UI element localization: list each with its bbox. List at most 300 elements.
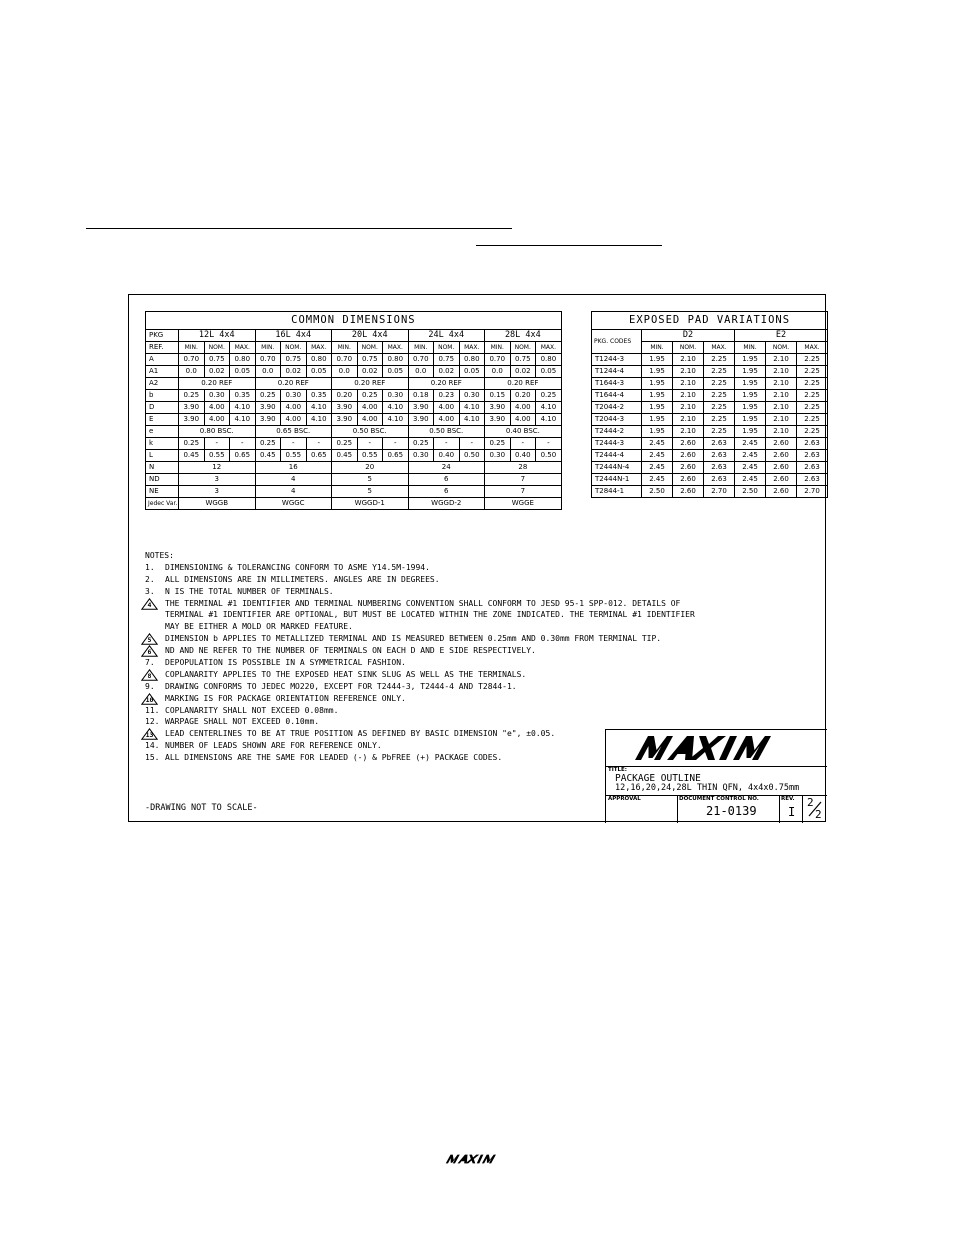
common-title: COMMON DIMENSIONS <box>146 312 562 330</box>
value-cell: 2.10 <box>766 354 797 366</box>
doc-control-label: DOCUMENT CONTROL NO. <box>679 796 759 802</box>
value-cell: 3.90 <box>408 402 434 414</box>
value-cell: 0.65 <box>306 450 332 462</box>
value-cell: 2.10 <box>673 402 704 414</box>
value-cell: - <box>434 438 460 450</box>
value-cell: 1.95 <box>642 426 673 438</box>
value-cell: 2.60 <box>766 438 797 450</box>
value-cell: 4.10 <box>383 402 409 414</box>
pad-row <box>592 390 828 402</box>
merged-value-cell: 0.80 BSC. <box>179 426 256 438</box>
common-title-row <box>146 312 562 330</box>
subheader-cell: MIN. <box>332 342 358 354</box>
merged-value-cell: 6 <box>408 474 485 486</box>
pkg-code: T2444N-4 <box>592 462 642 474</box>
value-cell: 0.65 <box>230 450 256 462</box>
note-text: N IS THE TOTAL NUMBER OF TERMINALS. <box>165 586 334 596</box>
value-cell: 2.25 <box>704 402 735 414</box>
pad-row <box>592 462 828 474</box>
package-header: 28L 4x4 <box>485 330 562 342</box>
subheader-cell: MIN. <box>735 342 766 354</box>
subheader-cell: MIN. <box>408 342 434 354</box>
value-cell: 4.10 <box>383 414 409 426</box>
note-number: 8 <box>147 671 152 680</box>
value-cell: 3.90 <box>485 414 511 426</box>
value-cell: 0.0 <box>179 366 205 378</box>
row-ref-label: A1 <box>146 366 179 378</box>
value-cell: 0.70 <box>485 354 511 366</box>
value-cell: 4.00 <box>281 414 307 426</box>
value-cell: 2.45 <box>735 450 766 462</box>
merged-value-cell: 4 <box>255 486 332 498</box>
value-cell: - <box>230 438 256 450</box>
flag-note-icon <box>141 693 158 705</box>
note-number: 11. <box>145 705 160 715</box>
note-line <box>145 574 695 586</box>
value-cell: 0.02 <box>357 366 383 378</box>
title-cell <box>606 766 827 796</box>
value-cell: 2.63 <box>704 474 735 486</box>
note-text: COPLANARITY APPLIES TO THE EXPOSED HEAT SINK SLUG AS WELL AS THE TERMINALS. <box>165 669 527 679</box>
common-row <box>146 390 562 402</box>
value-cell: 2.25 <box>797 366 828 378</box>
value-cell: 3.90 <box>485 402 511 414</box>
value-cell: 2.10 <box>766 366 797 378</box>
value-cell: - <box>357 438 383 450</box>
pad-row <box>592 378 828 390</box>
pad-title: EXPOSED PAD VARIATIONS <box>592 312 828 330</box>
value-cell: 0.02 <box>434 366 460 378</box>
value-cell: 4.10 <box>536 414 562 426</box>
value-cell: 0.45 <box>255 450 281 462</box>
note-line <box>145 645 695 657</box>
value-cell: 4.10 <box>536 402 562 414</box>
note-number: 14. <box>145 741 160 751</box>
value-cell: 1.95 <box>735 426 766 438</box>
row-ref-label: A2 <box>146 378 179 390</box>
value-cell: 2.45 <box>735 462 766 474</box>
note-text: DIMENSIONING & TOLERANCING CONFORM TO ASME Y14.5M-1994. <box>165 562 430 572</box>
merged-value-cell: WGGB <box>179 498 256 510</box>
merged-value-cell: 0.20 REF <box>179 378 256 390</box>
pad-group-header: D2 <box>642 330 735 342</box>
merged-value-cell: 5 <box>332 486 409 498</box>
value-cell: 0.80 <box>306 354 332 366</box>
title-block-bottom-row <box>606 795 827 823</box>
subheader-cell: NOM. <box>204 342 230 354</box>
merged-value-cell: 0.50 BSC. <box>408 426 485 438</box>
value-cell: 0.15 <box>485 390 511 402</box>
note-text: TERMINAL #1 IDENTIFIER ARE OPTIONAL, BUT MUST BE LOCATED WITHIN THE ZONE INDICATED. THE TERMINAL #1 IDENTIFIER <box>165 610 695 620</box>
pad-row <box>592 354 828 366</box>
value-cell: 0.25 <box>536 390 562 402</box>
row-ref-label: k <box>146 438 179 450</box>
pad-group-header: E2 <box>735 330 828 342</box>
value-cell: 0.80 <box>536 354 562 366</box>
merged-value-cell: 3 <box>179 474 256 486</box>
pkg-code: T1644-3 <box>592 378 642 390</box>
subheader-cell: MAX. <box>797 342 828 354</box>
pad-title-row <box>592 312 828 330</box>
value-cell: 4.10 <box>306 414 332 426</box>
value-cell: 4.10 <box>306 402 332 414</box>
value-cell: 1.95 <box>735 390 766 402</box>
notes-heading: NOTES: <box>145 551 174 560</box>
value-cell: 2.45 <box>735 474 766 486</box>
common-row <box>146 474 562 486</box>
value-cell: 2.10 <box>766 426 797 438</box>
merged-value-cell: 4 <box>255 474 332 486</box>
note-number: 13 <box>145 731 154 740</box>
merged-value-cell: 28 <box>485 462 562 474</box>
maxim-logo-icon <box>633 736 801 760</box>
note-number: 7. <box>145 658 155 668</box>
doc-control-number: 21-0139 <box>706 804 757 818</box>
value-cell: 2.63 <box>704 438 735 450</box>
row-ref-label: A <box>146 354 179 366</box>
value-cell: 3.90 <box>255 414 281 426</box>
subheader-cell: MIN. <box>485 342 511 354</box>
pkg-label: PKG <box>146 330 179 342</box>
value-cell: 0.55 <box>281 450 307 462</box>
value-cell: 3.90 <box>179 402 205 414</box>
value-cell: 0.45 <box>332 450 358 462</box>
common-row <box>146 462 562 474</box>
note-line <box>145 657 695 669</box>
value-cell: 0.20 <box>510 390 536 402</box>
value-cell: 2.25 <box>704 426 735 438</box>
merged-value-cell: WGGE <box>485 498 562 510</box>
note-text: ALL DIMENSIONS ARE IN MILLIMETERS. ANGLES ARE IN DEGREES. <box>165 574 440 584</box>
note-text: DRAWING CONFORMS TO JEDEC MO220, EXCEPT FOR T2444-3, T2444-4 AND T2844-1. <box>165 681 517 691</box>
value-cell: 0.0 <box>408 366 434 378</box>
value-cell: 0.75 <box>204 354 230 366</box>
value-cell: 0.02 <box>204 366 230 378</box>
value-cell: 2.10 <box>766 414 797 426</box>
value-cell: - <box>281 438 307 450</box>
value-cell: 2.60 <box>673 462 704 474</box>
value-cell: 2.25 <box>704 366 735 378</box>
value-cell: 0.25 <box>332 438 358 450</box>
merged-value-cell: 7 <box>485 474 562 486</box>
merged-value-cell: 24 <box>408 462 485 474</box>
pkg-code: T2444N-1 <box>592 474 642 486</box>
footer-maxim-logo-icon <box>445 1153 507 1165</box>
title-line-1: PACKAGE OUTLINE <box>615 773 701 784</box>
value-cell: 2.45 <box>642 450 673 462</box>
value-cell: 1.95 <box>642 366 673 378</box>
note-line <box>145 562 695 574</box>
note-line <box>145 669 695 681</box>
value-cell: 3.90 <box>332 402 358 414</box>
value-cell: 2.45 <box>642 438 673 450</box>
value-cell: 2.25 <box>704 378 735 390</box>
package-header: 24L 4x4 <box>408 330 485 342</box>
common-row <box>146 378 562 390</box>
value-cell: 2.60 <box>766 474 797 486</box>
merged-value-cell: 0.20 REF <box>332 378 409 390</box>
note-line <box>145 705 695 717</box>
note-text: THE TERMINAL #1 IDENTIFIER AND TERMINAL NUMBERING CONVENTION SHALL CONFORM TO JESD 95-1 SPP-012. DETAILS OF <box>165 598 681 608</box>
value-cell: 0.25 <box>485 438 511 450</box>
value-cell: 4.00 <box>510 402 536 414</box>
value-cell: 4.00 <box>434 402 460 414</box>
note-text: WARPAGE SHALL NOT EXCEED 0.10mm. <box>165 717 320 727</box>
merged-value-cell: 16 <box>255 462 332 474</box>
note-line <box>145 633 695 645</box>
note-number: 12. <box>145 717 160 727</box>
value-cell: 0.05 <box>383 366 409 378</box>
value-cell: 2.25 <box>704 354 735 366</box>
value-cell: 0.0 <box>485 366 511 378</box>
value-cell: - <box>510 438 536 450</box>
value-cell: 0.05 <box>306 366 332 378</box>
package-header: 12L 4x4 <box>179 330 256 342</box>
value-cell: 1.95 <box>642 354 673 366</box>
note-number: 2. <box>145 574 155 584</box>
pkg-code: T1244-3 <box>592 354 642 366</box>
pkg-code: T1644-4 <box>592 390 642 402</box>
note-number: 5 <box>147 636 152 645</box>
value-cell: 0.70 <box>332 354 358 366</box>
value-cell: 3.90 <box>255 402 281 414</box>
merged-value-cell: WGGC <box>255 498 332 510</box>
merged-value-cell: 0.65 BSC. <box>255 426 332 438</box>
flag-note-icon <box>141 728 158 740</box>
value-cell: 2.25 <box>704 414 735 426</box>
value-cell: 0.55 <box>357 450 383 462</box>
subheader-cell: NOM. <box>673 342 704 354</box>
title-line-2: 12,16,20,24,28L THIN QFN, 4x4x0.75mm <box>615 783 800 793</box>
row-ref-label: ND <box>146 474 179 486</box>
value-cell: 1.95 <box>642 414 673 426</box>
value-cell: 2.45 <box>735 438 766 450</box>
value-cell: 0.70 <box>408 354 434 366</box>
pkg-code: T2844-1 <box>592 486 642 498</box>
common-pkg-row <box>146 330 562 342</box>
note-text: MAY BE EITHER A MOLD OR MARKED FEATURE. <box>165 622 353 632</box>
value-cell: 0.23 <box>434 390 460 402</box>
value-cell: 1.95 <box>735 366 766 378</box>
row-ref-label: D <box>146 402 179 414</box>
merged-value-cell: 0.20 REF <box>485 378 562 390</box>
value-cell: 2.60 <box>766 486 797 498</box>
note-text: COPLANARITY SHALL NOT EXCEED 0.08mm. <box>165 705 339 715</box>
value-cell: 2.10 <box>766 378 797 390</box>
value-cell: 2.63 <box>797 462 828 474</box>
header-rule-1 <box>86 228 512 229</box>
value-cell: 2.25 <box>797 354 828 366</box>
pkg-code: T2444-4 <box>592 450 642 462</box>
merged-value-cell: 0.20 REF <box>255 378 332 390</box>
common-subheader-row <box>146 342 562 354</box>
pkg-code: T2444-3 <box>592 438 642 450</box>
value-cell: 2.63 <box>704 450 735 462</box>
ref-label: REF. <box>146 342 179 354</box>
note-number: 6 <box>147 648 152 657</box>
value-cell: 2.45 <box>642 474 673 486</box>
value-cell: 2.63 <box>797 474 828 486</box>
value-cell: 0.25 <box>357 390 383 402</box>
value-cell: 2.10 <box>673 366 704 378</box>
value-cell: 2.10 <box>673 378 704 390</box>
sheet-total: 2 <box>815 808 822 821</box>
value-cell: 0.75 <box>434 354 460 366</box>
common-row <box>146 486 562 498</box>
subheader-cell: MIN. <box>642 342 673 354</box>
value-cell: - <box>536 438 562 450</box>
rev-label: REV. <box>781 796 795 802</box>
common-row <box>146 450 562 462</box>
value-cell: 0.55 <box>204 450 230 462</box>
value-cell: 0.02 <box>281 366 307 378</box>
value-cell: 0.0 <box>332 366 358 378</box>
scale-note: -DRAWING NOT TO SCALE- <box>145 803 258 813</box>
note-line <box>145 609 695 621</box>
note-line <box>145 716 695 728</box>
pad-row <box>592 402 828 414</box>
value-cell: - <box>383 438 409 450</box>
value-cell: 0.80 <box>459 354 485 366</box>
sheet-number: 2 <box>807 796 814 809</box>
value-cell: 0.40 <box>510 450 536 462</box>
merged-value-cell: 0.20 REF <box>408 378 485 390</box>
merged-value-cell: 0.50 BSC. <box>332 426 409 438</box>
header-rule-2 <box>476 245 662 246</box>
common-row <box>146 366 562 378</box>
note-number: 1. <box>145 562 155 572</box>
value-cell: 2.10 <box>673 354 704 366</box>
pkg-code: T2044-2 <box>592 402 642 414</box>
note-number: 4 <box>147 600 152 609</box>
value-cell: 0.70 <box>179 354 205 366</box>
flag-note-icon <box>141 598 158 610</box>
flag-note-icon <box>141 645 158 657</box>
row-ref-label: e <box>146 426 179 438</box>
subheader-cell: NOM. <box>281 342 307 354</box>
value-cell: 3.90 <box>179 414 205 426</box>
rev-value: I <box>788 805 796 819</box>
value-cell: 0.25 <box>179 438 205 450</box>
value-cell: 1.95 <box>642 390 673 402</box>
value-cell: 2.50 <box>642 486 673 498</box>
value-cell: 4.10 <box>459 414 485 426</box>
value-cell: 0.25 <box>179 390 205 402</box>
note-number: 9. <box>145 681 155 691</box>
value-cell: 0.30 <box>459 390 485 402</box>
note-line <box>145 693 695 705</box>
pkg-code: T1244-4 <box>592 366 642 378</box>
row-ref-label: L <box>146 450 179 462</box>
value-cell: 2.60 <box>766 450 797 462</box>
value-cell: 0.35 <box>230 390 256 402</box>
value-cell: 0.50 <box>459 450 485 462</box>
value-cell: 0.70 <box>255 354 281 366</box>
common-row <box>146 354 562 366</box>
value-cell: 1.95 <box>735 378 766 390</box>
value-cell: 2.63 <box>797 438 828 450</box>
value-cell: 4.00 <box>281 402 307 414</box>
value-cell: 2.25 <box>797 414 828 426</box>
value-cell: 0.35 <box>306 390 332 402</box>
value-cell: 2.63 <box>797 450 828 462</box>
note-text: LEAD CENTERLINES TO BE AT TRUE POSITION AS DEFINED BY BASIC DIMENSION "e", ±0.05. <box>165 729 556 739</box>
value-cell: 2.60 <box>673 438 704 450</box>
common-dimensions-table <box>145 311 562 510</box>
value-cell: - <box>204 438 230 450</box>
common-row <box>146 426 562 438</box>
pad-row <box>592 486 828 498</box>
value-cell: 1.95 <box>642 378 673 390</box>
pad-row <box>592 414 828 426</box>
note-line <box>145 681 695 693</box>
value-cell: 0.45 <box>179 450 205 462</box>
value-cell: 4.00 <box>204 414 230 426</box>
value-cell: 0.25 <box>255 438 281 450</box>
value-cell: 2.70 <box>797 486 828 498</box>
merged-value-cell: 0.40 BSC. <box>485 426 562 438</box>
value-cell: 0.30 <box>383 390 409 402</box>
value-cell: 0.50 <box>536 450 562 462</box>
pkg-code: T2444-2 <box>592 426 642 438</box>
note-line <box>145 586 695 598</box>
subheader-cell: MAX. <box>704 342 735 354</box>
value-cell: 0.05 <box>230 366 256 378</box>
value-cell: 2.10 <box>673 426 704 438</box>
note-line <box>145 598 695 610</box>
common-row <box>146 402 562 414</box>
row-ref-label: NE <box>146 486 179 498</box>
value-cell: 2.60 <box>766 462 797 474</box>
value-cell: 0.20 <box>332 390 358 402</box>
value-cell: 0.75 <box>281 354 307 366</box>
package-header: 16L 4x4 <box>255 330 332 342</box>
row-ref-label: Jedec Var. <box>146 498 179 510</box>
merged-value-cell: WGGD-2 <box>408 498 485 510</box>
row-ref-label: b <box>146 390 179 402</box>
row-ref-label: N <box>146 462 179 474</box>
value-cell: 0.25 <box>255 390 281 402</box>
value-cell: 2.70 <box>704 486 735 498</box>
title-block <box>605 729 827 823</box>
value-cell: 0.65 <box>383 450 409 462</box>
pad-row <box>592 366 828 378</box>
subheader-cell: MAX. <box>459 342 485 354</box>
subheader-cell: NOM. <box>510 342 536 354</box>
exposed-pad-table <box>591 311 828 498</box>
package-header: 20L 4x4 <box>332 330 409 342</box>
value-cell: 4.10 <box>230 414 256 426</box>
value-cell: 2.63 <box>704 462 735 474</box>
note-text: ALL DIMENSIONS ARE THE SAME FOR LEADED (-) & PbFREE (+) PACKAGE CODES. <box>165 753 503 763</box>
note-text: DIMENSION b APPLIES TO METALLIZED TERMINAL AND IS MEASURED BETWEEN 0.25mm AND 0.30mm FROM TERMINAL TIP. <box>165 634 662 644</box>
value-cell: 2.10 <box>673 414 704 426</box>
value-cell: 0.18 <box>408 390 434 402</box>
value-cell: 0.05 <box>536 366 562 378</box>
value-cell: 0.80 <box>383 354 409 366</box>
note-number: 3. <box>145 586 155 596</box>
value-cell: 4.00 <box>357 402 383 414</box>
value-cell: 4.10 <box>230 402 256 414</box>
value-cell: 4.00 <box>510 414 536 426</box>
value-cell: 4.10 <box>459 402 485 414</box>
note-line <box>145 621 695 633</box>
value-cell: 3.90 <box>408 414 434 426</box>
subheader-cell: NOM. <box>357 342 383 354</box>
merged-value-cell: 3 <box>179 486 256 498</box>
pad-row <box>592 474 828 486</box>
row-ref-label: E <box>146 414 179 426</box>
